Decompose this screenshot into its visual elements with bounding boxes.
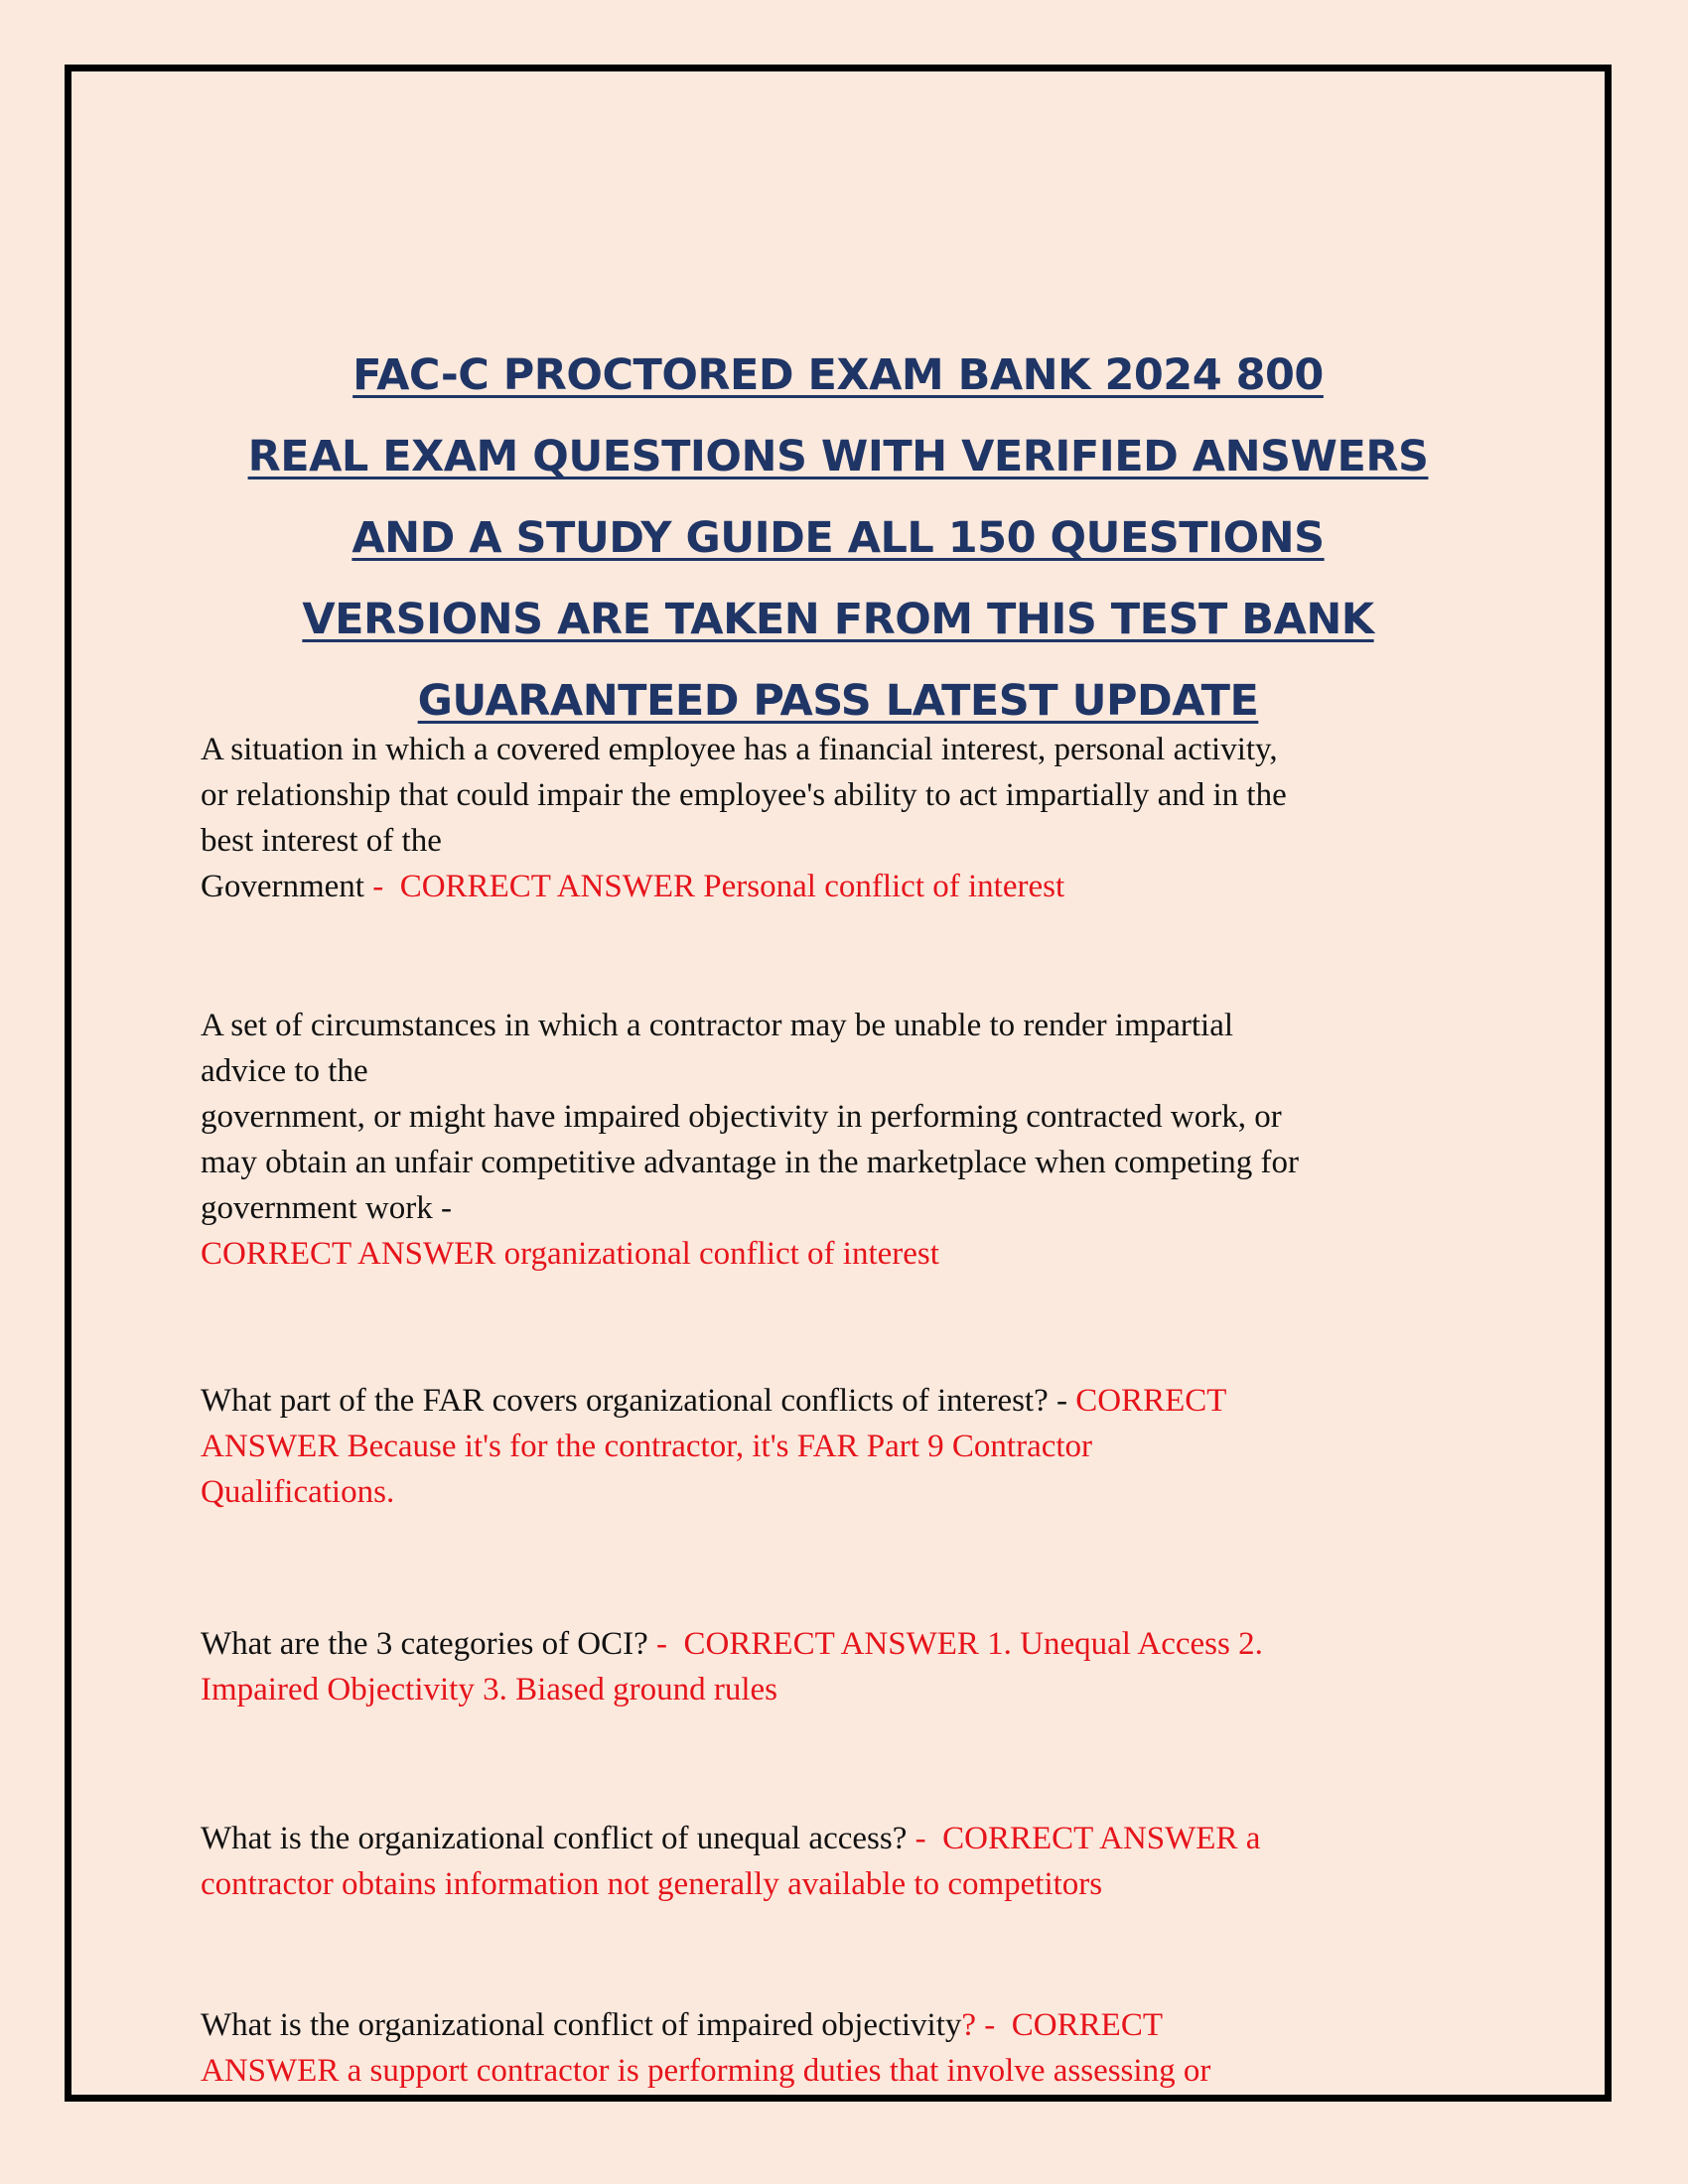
answer-text: CORRECT (1011, 2007, 1163, 2043)
question-answer-line: What is the organizational conflict of impaired objectivity? - CORRECT (201, 2007, 1163, 2043)
question-line: advice to the (201, 1053, 368, 1089)
separator: - (363, 869, 400, 904)
question-answer-line: What are the 3 categories of OCI? - CORRECT ANSWER 1. Unequal Access 2. (201, 1626, 1263, 1662)
answer-text: CORRECT ANSWER a (942, 1821, 1261, 1856)
question-line: A situation in which a covered employee has a financial interest, personal activity, (201, 732, 1278, 767)
answer-text: CORRECT (1075, 1383, 1227, 1419)
title-line: AND A STUDY GUIDE ALL 150 QUESTIONS (352, 513, 1325, 563)
answer-line: ANSWER Because it's for the contractor, it's FAR Part 9 Contractor (201, 1429, 1093, 1464)
answer-text: CORRECT ANSWER organizational conflict of interest (201, 1236, 939, 1272)
answer-line: contractor obtains information not generally available to competitors (201, 1866, 1103, 1902)
question-line: government work - (201, 1190, 452, 1226)
question-line: A set of circumstances in which a contractor may be unable to render impartial (201, 1008, 1234, 1043)
answer-text: CORRECT ANSWER Personal conflict of interest (399, 869, 1065, 904)
separator: - (647, 1626, 684, 1662)
qa-item (201, 1621, 1511, 1712)
question-answer-line: Government - CORRECT ANSWER Personal conflict of interest (201, 869, 1065, 904)
question-line: may obtain an unfair competitive advantage in the marketplace when competing for (201, 1145, 1299, 1180)
question-line: best interest of the (201, 823, 442, 859)
question-answer-line: What part of the FAR covers organizational conflicts of interest? - CORRECT (201, 1383, 1227, 1419)
separator: ? - (961, 2007, 1012, 2043)
qa-item (201, 1816, 1511, 1907)
qa-item (201, 2002, 1511, 2094)
answer-line: ANSWER a support contractor is performing duties that involve assessing or (201, 2053, 1211, 2089)
title-line: GUARANTEED PASS LATEST UPDATE (417, 676, 1259, 726)
qa-item (201, 1378, 1511, 1515)
question-line: or relationship that could impair the employee's ability to act impartially and in the (201, 777, 1287, 813)
question-line: government, or might have impaired objectivity in performing contracted work, or (201, 1099, 1282, 1135)
answer-text: CORRECT ANSWER 1. Unequal Access 2. (683, 1626, 1263, 1662)
qa-item (201, 1003, 1511, 1277)
title-line: VERSIONS ARE TAKEN FROM THIS TEST BANK (302, 595, 1374, 644)
title-line: REAL EXAM QUESTIONS WITH VERIFIED ANSWERS (247, 432, 1429, 481)
answer-line: Qualifications. (201, 1474, 395, 1510)
qa-item (201, 727, 1511, 909)
separator: - (907, 1821, 943, 1856)
question-answer-line: What is the organizational conflict of unequal access? - CORRECT ANSWER a (201, 1821, 1261, 1856)
answer-line: Impaired Objectivity 3. Biased ground rules (201, 1672, 778, 1707)
document-title (71, 335, 1605, 742)
title-line: FAC-C PROCTORED EXAM BANK 2024 800 (352, 350, 1324, 400)
